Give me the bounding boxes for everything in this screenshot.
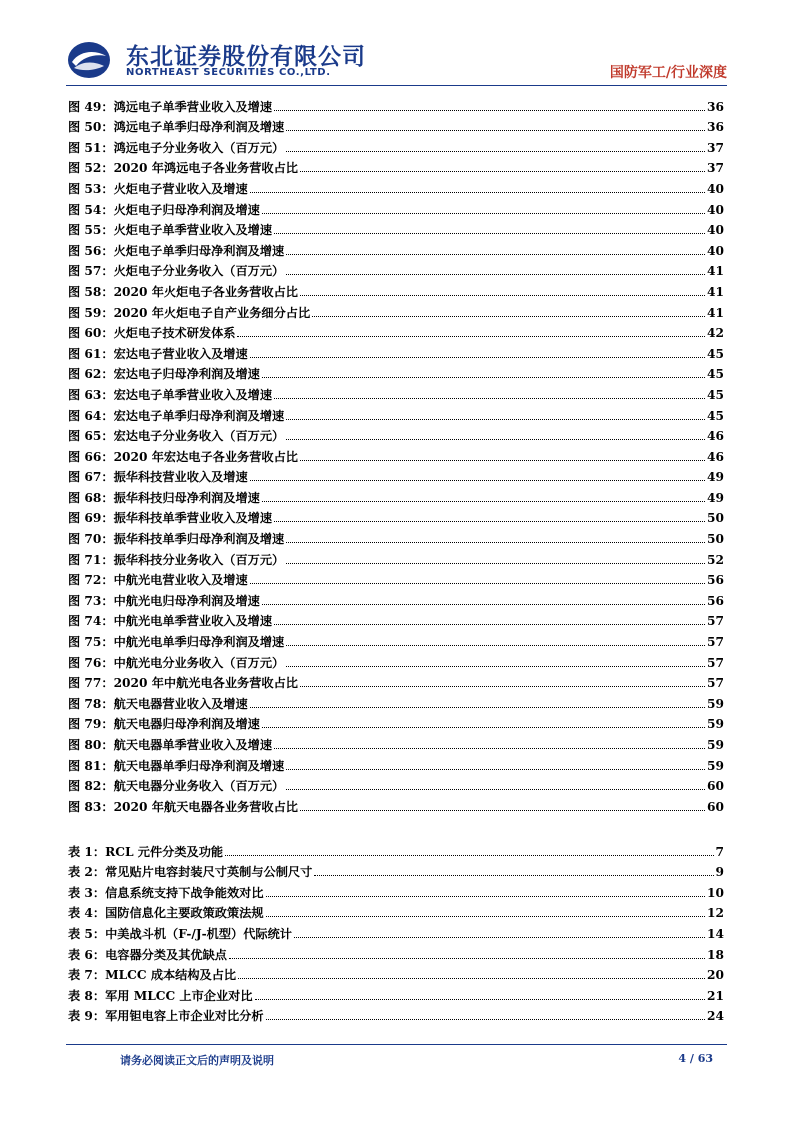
figure-entry-caption: 火炬电子归母净利润及增速: [113, 202, 260, 217]
figure-entry-caption: 中航光电单季归母净利润及增速: [113, 635, 285, 650]
table-entry-number: 表 6：: [68, 947, 106, 962]
figure-entry-caption: 2020 年火炬电子各业务营收占比: [113, 284, 298, 299]
figure-entry-page: 49: [707, 470, 724, 485]
company-logo-icon: [66, 40, 112, 80]
figure-entry-page: 45: [707, 387, 724, 402]
figure-entry-page: 40: [707, 243, 724, 258]
figure-entry-caption: 鸿远电子分业务收入（百万元）: [113, 140, 285, 155]
figure-entry-caption: 航天电器单季营业收入及增速: [113, 738, 273, 752]
dot-leader: [286, 439, 705, 440]
figure-entry-title: [68, 511, 274, 525]
figure-entry-number: 图 49：: [68, 99, 114, 114]
table-entry-number: 表 4：: [68, 906, 106, 921]
table-entry-title: [68, 1009, 266, 1023]
figure-entry-number: 图 83：: [68, 799, 114, 814]
figure-entry-page: 60: [707, 779, 724, 794]
figure-entry-title: [68, 759, 286, 773]
dot-leader: [262, 727, 705, 728]
figure-entry-caption: 火炬电子技术研发体系: [113, 326, 236, 341]
figure-entry-title: [68, 635, 286, 649]
table-entry-title: [68, 886, 266, 900]
dot-leader: [262, 213, 705, 214]
dot-leader: [286, 789, 705, 790]
figure-entry-number: 图 55：: [68, 223, 114, 238]
figure-entry-page: 50: [707, 532, 724, 547]
table-entry-caption: 国防信息化主要政策政策法规: [105, 906, 264, 921]
figure-entry-number: 图 65：: [68, 429, 114, 444]
figure-entry-caption: 火炬电子单季归母净利润及增速: [113, 243, 285, 258]
figure-entry-page: 46: [707, 429, 724, 444]
figure-entry-page: 57: [707, 614, 724, 629]
figure-entry-title: [68, 553, 286, 567]
table-entry-caption: 信息系统支持下战争能效对比: [105, 885, 264, 900]
figure-entry[interactable]: [68, 196, 724, 217]
figure-entry-number: 图 57：: [68, 264, 114, 279]
dot-leader: [286, 542, 705, 543]
figure-entry-page: 45: [707, 367, 724, 382]
figure-entry-number: 图 68：: [68, 490, 114, 505]
table-entry-number: 表 3：: [68, 885, 106, 900]
table-entry-number: 表 2：: [68, 865, 106, 880]
dot-leader: [274, 110, 705, 111]
table-entry[interactable]: [68, 941, 724, 962]
dot-leader: [225, 855, 713, 856]
figure-entry-caption: 航天电器单季归母净利润及增速: [113, 758, 285, 773]
figure-entry-title: [68, 594, 262, 608]
figure-index-list: [68, 93, 724, 814]
dot-leader: [312, 316, 705, 317]
figure-entry-number: 图 79：: [68, 717, 114, 732]
figure-entry-caption: 航天电器分业务收入（百万元）: [113, 779, 285, 794]
dot-leader: [286, 563, 705, 564]
figure-entry-title: [68, 779, 286, 793]
table-entry[interactable]: [68, 900, 724, 921]
figure-entry-title: [68, 697, 250, 711]
figure-entry[interactable]: [68, 752, 724, 773]
table-entry-page: 12: [707, 906, 724, 921]
figure-entry-number: 图 54：: [68, 202, 114, 217]
figure-entry-page: 37: [707, 161, 724, 176]
table-entry[interactable]: [68, 962, 724, 983]
figure-entry-title: [68, 470, 250, 484]
figure-entry-title: [68, 161, 300, 175]
figure-entry-title: [68, 656, 286, 670]
report-category: 国防军工/行业深度: [609, 65, 727, 81]
figure-entry-title: [68, 120, 286, 134]
figure-entry[interactable]: [68, 567, 724, 588]
figure-entry-caption: 火炬电子营业收入及增速: [113, 181, 248, 196]
figure-entry-caption: 宏达电子单季归母净利润及增速: [113, 408, 285, 423]
figure-entry-number: 图 74：: [68, 614, 114, 629]
figure-entry-caption: 2020 年火炬电子自产业务细分占比: [113, 305, 311, 320]
table-entry-caption: 电容器分类及其优缺点: [105, 947, 227, 962]
figure-entry-title: [68, 614, 274, 628]
dot-leader: [274, 398, 705, 399]
figure-entry[interactable]: [68, 587, 724, 608]
figure-entry[interactable]: [68, 134, 724, 155]
table-entry-page: 18: [707, 947, 724, 962]
dot-leader: [250, 707, 705, 708]
figure-entry-caption: 中航光电归母净利润及增速: [113, 593, 260, 608]
figure-entry[interactable]: [68, 237, 724, 258]
figure-entry-title: [68, 100, 274, 114]
figure-entry-page: 49: [707, 490, 724, 505]
dot-leader: [286, 666, 705, 667]
figure-entry-number: 图 64：: [68, 408, 114, 423]
figure-entry-page: 46: [707, 449, 724, 464]
table-entry-caption: RCL 元件分类及功能: [105, 844, 224, 859]
dot-leader: [262, 604, 705, 605]
figure-entry-page: 52: [707, 552, 724, 567]
dot-leader: [294, 937, 705, 938]
figure-entry-page: 45: [707, 408, 724, 423]
figure-entry-page: 57: [707, 676, 724, 691]
disclaimer-notice: 请务必阅读正文后的声明及说明: [120, 1054, 274, 1067]
table-entry-title: [68, 927, 294, 941]
figure-entry-title: [68, 264, 286, 278]
figure-entry-title: [68, 450, 300, 464]
figure-entry-page: 36: [707, 99, 724, 114]
figure-entry-page: 40: [707, 181, 724, 196]
figure-entry-page: 59: [707, 717, 724, 732]
figure-entry-number: 图 50：: [68, 120, 114, 135]
figure-entry-caption: 火炬电子分业务收入（百万元）: [113, 264, 285, 279]
figure-entry-page: 59: [707, 696, 724, 711]
figure-entry-page: 41: [707, 305, 724, 320]
figure-entry-page: 57: [707, 655, 724, 670]
figure-entry-title: [68, 738, 274, 752]
figure-entry[interactable]: [68, 340, 724, 361]
table-entry-number: 表 9：: [68, 1009, 106, 1024]
figure-entry-number: 图 63：: [68, 387, 114, 402]
dot-leader: [286, 419, 705, 420]
figure-entry[interactable]: [68, 525, 724, 546]
dot-leader: [250, 480, 705, 481]
figure-entry[interactable]: [68, 258, 724, 279]
figure-entry[interactable]: [68, 505, 724, 526]
figure-entry-page: 45: [707, 346, 724, 361]
figure-entry-caption: 振华科技营业收入及增速: [113, 470, 248, 485]
figure-entry-caption: 鸿远电子单季归母净利润及增速: [113, 120, 285, 135]
table-entry[interactable]: [68, 982, 724, 1003]
figure-entry-number: 图 62：: [68, 367, 114, 382]
figure-entry-number: 图 51：: [68, 140, 114, 155]
figure-entry-title: [68, 717, 262, 731]
dot-leader: [300, 295, 705, 296]
dot-leader: [286, 254, 705, 255]
dot-leader: [286, 130, 705, 131]
figure-entry-title: [68, 491, 262, 505]
figure-entry-number: 图 59：: [68, 305, 114, 320]
figure-entry-number: 图 58：: [68, 284, 114, 299]
table-entry-page: 20: [707, 968, 724, 983]
figure-entry-title: [68, 388, 274, 402]
table-entry-number: 表 7：: [68, 968, 106, 983]
dot-leader: [286, 769, 705, 770]
figure-entry-number: 图 73：: [68, 593, 114, 608]
figure-entry[interactable]: [68, 402, 724, 423]
table-entry[interactable]: [68, 879, 724, 900]
figure-entry-caption: 宏达电子分业务收入（百万元）: [113, 429, 285, 444]
figure-entry-title: [68, 347, 250, 361]
figure-entry-title: [68, 367, 262, 381]
dot-leader: [286, 274, 705, 275]
dot-leader: [250, 357, 705, 358]
company-name-cn: 东北证券股份有限公司: [126, 44, 366, 70]
figure-entry-page: 40: [707, 202, 724, 217]
figure-entry[interactable]: [68, 546, 724, 567]
figure-entry[interactable]: [68, 381, 724, 402]
table-entry[interactable]: [68, 920, 724, 941]
figure-entry[interactable]: [68, 608, 724, 629]
figure-entry[interactable]: [68, 93, 724, 114]
dot-leader: [286, 645, 705, 646]
table-entry[interactable]: [68, 1003, 724, 1024]
figure-entry-title: [68, 800, 300, 814]
figure-entry-caption: 宏达电子归母净利润及增速: [113, 367, 260, 382]
figure-entry[interactable]: [68, 361, 724, 382]
figure-entry-caption: 2020 年航天电器各业务营收占比: [113, 799, 298, 814]
figure-entry-number: 图 53：: [68, 181, 114, 196]
table-entry-caption: MLCC 成本结构及占比: [105, 968, 237, 983]
table-entry-number: 表 1：: [68, 844, 106, 859]
table-entry-page: 7: [715, 844, 724, 859]
figure-entry[interactable]: [68, 649, 724, 670]
figure-entry-caption: 宏达电子单季营业收入及增速: [113, 387, 273, 402]
table-entry-number: 表 5：: [68, 926, 106, 941]
figure-entry[interactable]: [68, 155, 724, 176]
figure-entry[interactable]: [68, 731, 724, 752]
figure-entry-title: [68, 141, 286, 155]
page-number: 4 / 63: [678, 1052, 713, 1065]
figure-entry[interactable]: [68, 114, 724, 135]
figure-entry-page: 36: [707, 120, 724, 135]
table-entry-title: [68, 968, 238, 982]
figure-entry-caption: 2020 年中航光电各业务营收占比: [113, 676, 298, 691]
figure-entry-page: 41: [707, 284, 724, 299]
figure-entry-title: [68, 573, 250, 587]
table-entry-title: [68, 906, 266, 920]
figure-entry[interactable]: [68, 464, 724, 485]
figure-entry-number: 图 76：: [68, 655, 114, 670]
figure-entry-page: 42: [707, 326, 724, 341]
figure-entry-page: 50: [707, 511, 724, 526]
figure-entry-title: [68, 409, 286, 423]
figure-entry-number: 图 81：: [68, 758, 114, 773]
dot-leader: [262, 501, 705, 502]
dot-leader: [255, 999, 705, 1000]
figure-entry[interactable]: [68, 690, 724, 711]
figure-entry-number: 图 80：: [68, 738, 114, 752]
figure-entry[interactable]: [68, 628, 724, 649]
figure-entry-caption: 振华科技分业务收入（百万元）: [113, 552, 285, 567]
dot-leader: [266, 896, 705, 897]
figure-entry[interactable]: [68, 670, 724, 691]
figure-entry-caption: 航天电器归母净利润及增速: [113, 717, 260, 732]
figure-entry-number: 图 61：: [68, 346, 114, 361]
dot-leader: [300, 810, 705, 811]
figure-entry-page: 40: [707, 223, 724, 238]
figure-entry-title: [68, 285, 300, 299]
dot-leader: [238, 978, 705, 979]
figure-entry-caption: 振华科技单季归母净利润及增速: [113, 532, 285, 547]
table-entry-title: [68, 865, 314, 879]
figure-entry-page: 57: [707, 635, 724, 650]
table-entry-page: 9: [715, 865, 724, 880]
figure-entry-caption: 宏达电子营业收入及增速: [113, 346, 248, 361]
dot-leader: [300, 171, 705, 172]
dot-leader: [300, 460, 705, 461]
figure-entry-page: 41: [707, 264, 724, 279]
figure-entry-caption: 航天电器营业收入及增速: [113, 696, 248, 711]
dot-leader: [286, 151, 705, 152]
figure-entry-page: 59: [707, 738, 724, 752]
figure-entry[interactable]: [68, 423, 724, 444]
figure-entry[interactable]: [68, 175, 724, 196]
figure-entry-page: 60: [707, 799, 724, 814]
company-name-en: NORTHEAST SECURITIES CO.,LTD.: [126, 67, 331, 78]
figure-entry[interactable]: [68, 793, 724, 814]
figure-entry-title: [68, 676, 300, 690]
dot-leader: [274, 521, 705, 522]
dot-leader: [300, 686, 705, 687]
figure-entry-title: [68, 532, 286, 546]
figure-entry-page: 59: [707, 758, 724, 773]
figure-entry-number: 图 71：: [68, 552, 114, 567]
table-entry-title: [68, 845, 225, 859]
table-entry-page: 14: [707, 926, 724, 941]
table-entry-caption: 常见贴片电容封装尺寸英制与公制尺寸: [105, 865, 313, 880]
figure-entry[interactable]: [68, 217, 724, 238]
dot-leader: [266, 916, 705, 917]
figure-entry-number: 图 72：: [68, 573, 114, 588]
figure-entry-caption: 中航光电单季营业收入及增速: [113, 614, 273, 629]
table-entry-page: 21: [707, 988, 724, 1003]
figure-entry-number: 图 56：: [68, 243, 114, 258]
figure-entry-number: 图 67：: [68, 470, 114, 485]
figure-entry-title: [68, 306, 312, 320]
table-entry-caption: 军用钽电容上市企业对比分析: [105, 1009, 264, 1024]
header-divider: [66, 85, 727, 86]
figure-entry[interactable]: [68, 443, 724, 464]
figure-entry[interactable]: [68, 773, 724, 794]
figure-entry-number: 图 66：: [68, 449, 114, 464]
table-entry-page: 24: [707, 1009, 724, 1024]
table-entry[interactable]: [68, 838, 724, 859]
figure-entry-caption: 振华科技单季营业收入及增速: [113, 511, 273, 526]
figure-entry-title: [68, 203, 262, 217]
figure-entry[interactable]: [68, 711, 724, 732]
figure-entry-caption: 振华科技归母净利润及增速: [113, 490, 260, 505]
figure-entry[interactable]: [68, 278, 724, 299]
table-entry-number: 表 8：: [68, 988, 106, 1003]
figure-entry-title: [68, 223, 274, 237]
figure-entry-number: 图 52：: [68, 161, 114, 176]
figure-entry-number: 图 82：: [68, 779, 114, 794]
table-index-list: [68, 838, 724, 1023]
figure-entry[interactable]: [68, 320, 724, 341]
figure-entry-title: [68, 182, 250, 196]
figure-entry-caption: 鸿远电子单季营业收入及增速: [113, 99, 273, 114]
figure-entry-number: 图 78：: [68, 696, 114, 711]
figure-entry-caption: 中航光电营业收入及增速: [113, 573, 248, 588]
figure-entry-number: 图 69：: [68, 511, 114, 526]
figure-entry-title: [68, 244, 286, 258]
dot-leader: [274, 233, 705, 234]
dot-leader: [250, 583, 705, 584]
figure-entry[interactable]: [68, 484, 724, 505]
figure-entry-caption: 中航光电分业务收入（百万元）: [113, 655, 285, 670]
dot-leader: [229, 958, 705, 959]
dot-leader: [262, 377, 705, 378]
figure-entry-title: [68, 326, 237, 340]
figure-entry-caption: 2020 年宏达电子各业务营收占比: [113, 449, 298, 464]
figure-entry-number: 图 70：: [68, 532, 114, 547]
table-entry-caption: 中美战斗机（F-/J-机型）代际统计: [105, 926, 292, 941]
dot-leader: [274, 748, 705, 749]
dot-leader: [250, 192, 705, 193]
dot-leader: [314, 875, 713, 876]
figure-entry-page: 37: [707, 140, 724, 155]
figure-entry-number: 图 75：: [68, 635, 114, 650]
figure-entry-caption: 火炬电子单季营业收入及增速: [113, 223, 273, 238]
footer-divider: [66, 1044, 727, 1045]
table-entry-title: [68, 989, 255, 1003]
table-entry[interactable]: [68, 859, 724, 880]
dot-leader: [237, 336, 705, 337]
dot-leader: [274, 624, 705, 625]
figure-entry[interactable]: [68, 299, 724, 320]
page-header: [0, 0, 793, 90]
dot-leader: [266, 1019, 705, 1020]
figure-entry-title: [68, 429, 286, 443]
figure-entry-page: 56: [707, 593, 724, 608]
table-entry-caption: 军用 MLCC 上市企业对比: [105, 988, 253, 1003]
figure-entry-number: 图 60：: [68, 326, 114, 341]
figure-entry-caption: 2020 年鸿远电子各业务营收占比: [113, 161, 298, 176]
figure-entry-page: 56: [707, 573, 724, 588]
figure-entry-number: 图 77：: [68, 676, 114, 691]
table-entry-title: [68, 948, 229, 962]
table-entry-page: 10: [707, 885, 724, 900]
